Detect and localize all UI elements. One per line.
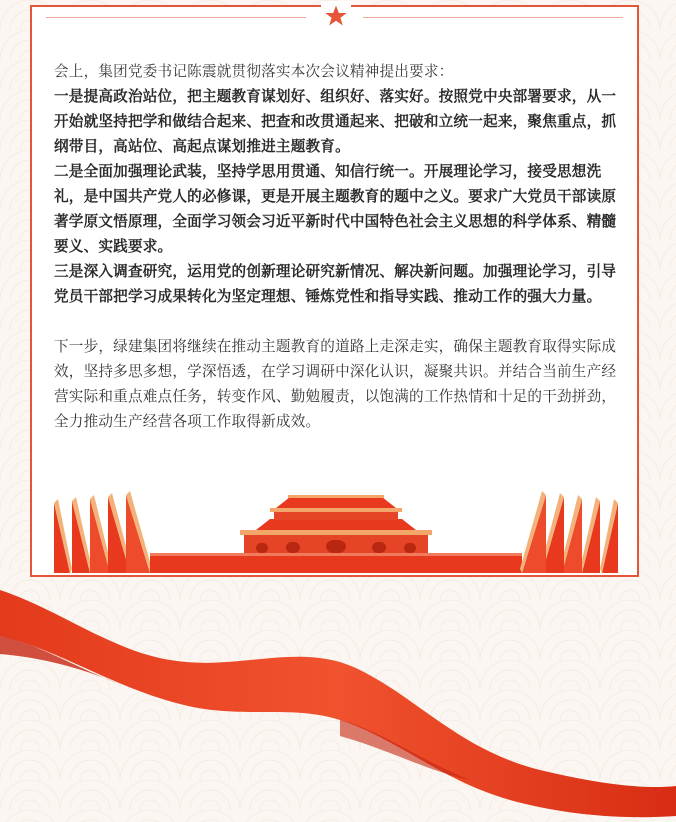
requirement-1: 一是提高政治站位，把主题教育谋划好、组织好、落实好。按照党中央部署要求，从一开始就坚持把学和做结合起来、把查和改贯通起来、把破和立统一起来，聚焦重点，抓纲带目，高站位、高起点谋划推进主题教育。 — [54, 88, 617, 155]
article-body — [54, 59, 624, 434]
header-line-left — [46, 17, 306, 18]
requirement-2: 二是全面加强理论武装，坚持学思用贯通、知信行统一。开展理论学习，接受思想洗礼，是中国共产党人的必修课，更是开展主题教育的题中之义。要求广大党员干部读原著学原文悟原理，全面学习领会习近平新时代中国特色社会主义思想的科学体系、精髓要义、实践要求。 — [54, 163, 617, 255]
red-flags-icon-right — [520, 491, 618, 573]
content-card — [30, 5, 639, 577]
red-ribbon-icon — [0, 580, 676, 822]
intro-paragraph: 会上，集团党委书记陈震就贯彻落实本次会议精神提出要求： — [54, 63, 454, 80]
requirement-3: 三是深入调查研究，运用党的创新理论研究新情况、解决新问题。加强理论学习，引导党员干部把学习成果转化为坚定理想、锤炼党性和指导实践、推动工作的强大力量。 — [54, 263, 617, 305]
closing-paragraph: 下一步，绿建集团将继续在推动主题教育的道路上走深走实，确保主题教育取得实际成效，坚持多思多想，学深悟透，在学习调研中深化认识，凝聚共识。并结合当前生产经营实际和重点难点任务，转变作风、勤勉履责，以饱满的工作热情和十足的干劲拼劲，全力推动生产经营各项工作取得新成效。 — [54, 338, 617, 430]
header-line-right — [363, 17, 623, 18]
header-badge — [321, 1, 351, 31]
tiananmen-gate-icon — [150, 495, 522, 573]
star-icon — [324, 4, 348, 28]
red-flags-icon-left — [54, 491, 152, 573]
tiananmen-scene — [50, 481, 622, 573]
